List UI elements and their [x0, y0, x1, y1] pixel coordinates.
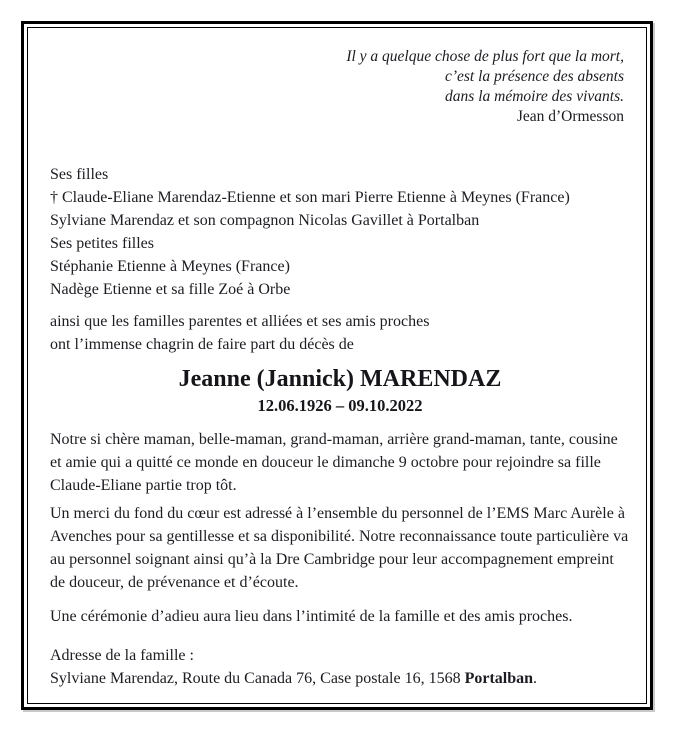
- family-line: Ses petites filles: [50, 235, 154, 252]
- obituary-content: [28, 28, 646, 690]
- announcement-block: [50, 310, 630, 356]
- family-line: Ses filles: [50, 166, 109, 183]
- family-line: Sylviane Marendaz et son compagnon Nicolas Gavillet à Portalban: [50, 212, 480, 229]
- quote-line: dans la mémoire des vivants.: [445, 88, 624, 105]
- address-locality: Portalban: [464, 670, 534, 687]
- family-line: Nadège Etienne et sa fille Zoé à Orbe: [50, 281, 291, 298]
- quote-line: c’est la présence des absents: [444, 68, 624, 85]
- quote-lines: [50, 47, 624, 107]
- ceremony-paragraph: Une cérémonie d’adieu aura lieu dans l’intimité de la famille et des amis proches.: [50, 608, 573, 625]
- family-list: [50, 163, 630, 301]
- address-text: Sylviane Marendaz, Route du Canada 76, Case postale 16, 1568: [50, 670, 465, 687]
- tribute-paragraph: Notre si chère maman, belle-maman, grand-maman, arrière grand-maman, tante, cousine et amie qui a quitté ce monde en douceur le dimanche 9 octobre pour rejoindre sa fille Claude-Eliane partie trop tôt.: [50, 431, 618, 494]
- page-border-frame: [21, 21, 653, 710]
- page-border-inner: [27, 27, 647, 704]
- quote-attribution: Jean d’Ormesson: [516, 108, 624, 125]
- announcement-line: ont l’immense chagrin de faire part du décès de: [50, 336, 354, 353]
- quote-block: [50, 47, 624, 127]
- announcement-line: ainsi que les familles parentes et alliées et ses amis proches: [50, 313, 430, 330]
- deceased-name: Jeanne (Jannick) MARENDAZ: [178, 366, 502, 392]
- thanks-paragraph: Un merci du fond du cœur est adressé à l’ensemble du personnel de l’EMS Marc Aurèle à Avenches pour sa gentillesse et sa disponibilité. Notre reconnaissance toute particulière va au personnel soignant ainsi qu’à la Dre Cambridge pour leur accompagnement empreint de douceur, de prévenance et d’écoute.: [50, 505, 629, 591]
- address-period: .: [533, 670, 538, 687]
- address-line: [50, 667, 630, 690]
- deceased-dates: 12.06.1926 – 09.10.2022: [257, 396, 423, 415]
- family-address-block: [50, 644, 630, 690]
- address-label: Adresse de la famille :: [50, 647, 194, 664]
- family-line: Stéphanie Etienne à Meynes (France): [50, 258, 290, 275]
- quote-line: Il y a quelque chose de plus fort que la mort,: [346, 48, 624, 65]
- family-line: † Claude-Eliane Marendaz-Etienne et son mari Pierre Etienne à Meynes (France): [50, 189, 570, 206]
